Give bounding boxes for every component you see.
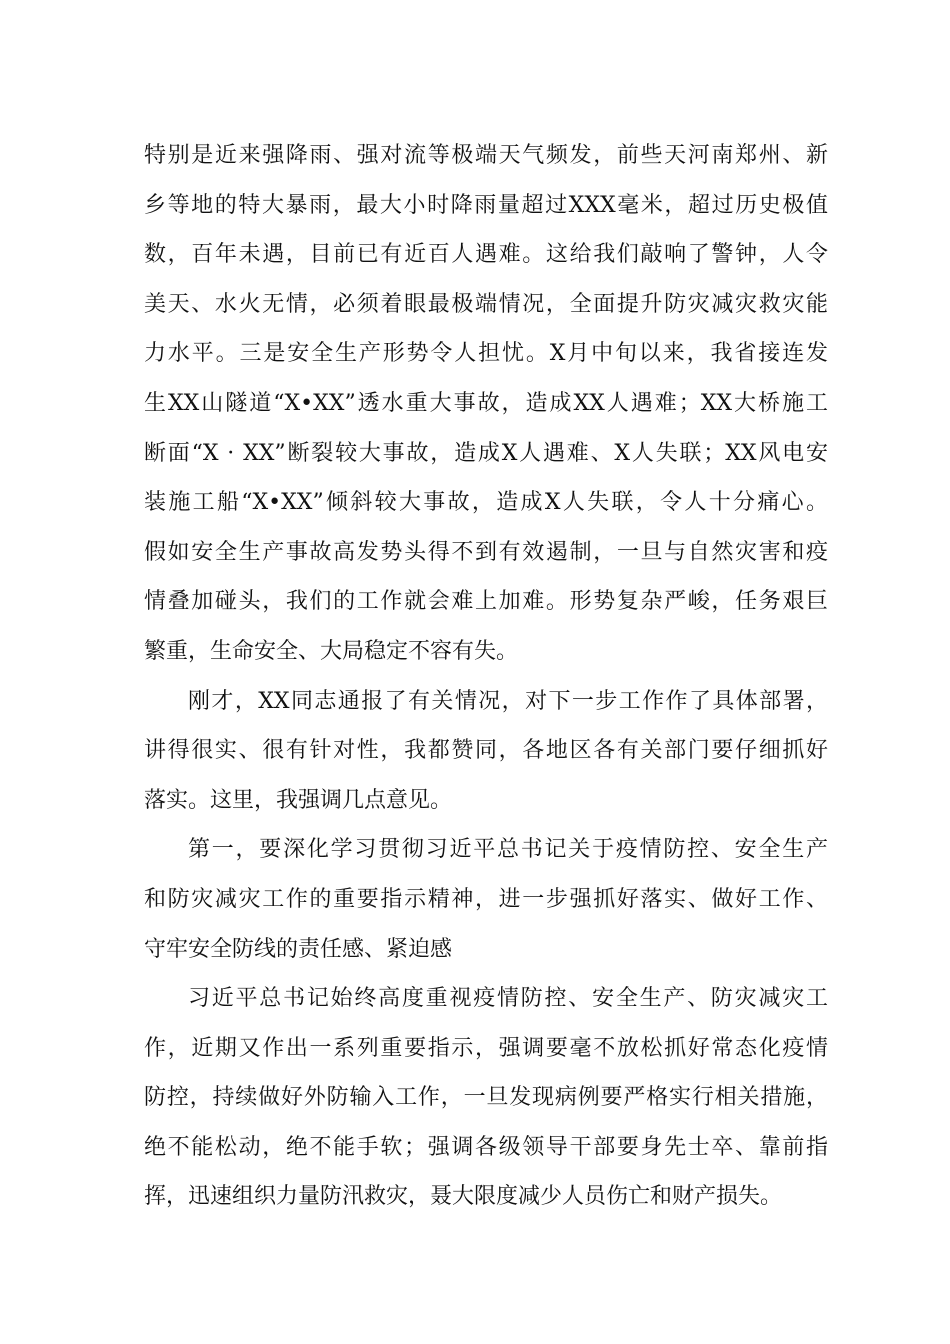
text-line: 繁重，生命安全、大局稳定不容有失。 bbox=[144, 638, 519, 664]
text-line: 讲得很实、很有针对性，我都赞同，各地区各有关部门要仔细抓好 bbox=[144, 738, 828, 764]
text-line: 防控，持续做好外防输入工作，一旦发现病例要严格实行相关措施， bbox=[144, 1085, 828, 1111]
text-line: 作，近期又作出一系列重要指示，强调要毫不放松抓好常态化疫情 bbox=[144, 1035, 828, 1061]
text-line: 绝不能松动，绝不能手软；强调各级领导干部要身先士卒、靠前指 bbox=[144, 1134, 828, 1160]
text-line: 数，百年未遇，目前已有近百人遇难。这给我们敲响了警钟，人令 bbox=[144, 242, 828, 268]
text-line: 断面“X · XX”断裂较大事故，造成X人遇难、X人失联；XX风电安 bbox=[144, 440, 828, 466]
text-line: 美天、水火无情，必须着眼最极端情况，全面提升防灾减灾救灾能 bbox=[144, 291, 828, 317]
text-line: 和防灾减灾工作的重要指示精神，进一步强抓好落实、做好工作、 bbox=[144, 886, 828, 912]
text-line: 特别是近来强降雨、强对流等极端天气频发，前些天河南郑州、新 bbox=[144, 143, 828, 168]
paragraph bbox=[144, 974, 828, 1222]
text-line: 挥，迅速组织力量防汛救灾，聂大限度减少人员伤亡和财产损失。 bbox=[144, 1184, 783, 1210]
paragraph bbox=[144, 825, 828, 974]
paragraph bbox=[144, 131, 828, 677]
text-line: 装施工船“X•XX”倾斜较大事故，造成X人失联，令人十分痛心。 bbox=[144, 490, 828, 516]
text-line: 落实。这里，我强调几点意见。 bbox=[144, 787, 453, 813]
text-line: 第一，要深化学习贯彻习近平总书记关于疫情防控、安全生产 bbox=[188, 837, 828, 863]
text-line: 生XX山隧道“X•XX”透水重大事故，造成XX人遇难；XX大桥施工 bbox=[144, 390, 828, 416]
text-line: 刚才，XX同志通报了有关情况，对下一步工作作了具体部署， bbox=[188, 688, 828, 714]
paragraph bbox=[144, 677, 828, 826]
text-line: 乡等地的特大暴雨，最大小时降雨量超过XXX毫米，超过历史极值 bbox=[144, 192, 828, 218]
text-line: 守牢安全防线的责任感、紧迫感 bbox=[144, 936, 453, 962]
text-line: 假如安全生产事故高发势头得不到有效遏制，一旦与自然灾害和疫 bbox=[144, 539, 828, 565]
document-body bbox=[144, 131, 828, 1222]
text-line: 力水平。三是安全生产形势令人担忧。X月中旬以来，我省接连发 bbox=[144, 341, 828, 367]
text-line: 情叠加碰头，我们的工作就会难上加难。形势复杂严峻，任务艰巨 bbox=[144, 589, 828, 615]
text-line: 习近平总书记始终高度重视疫情防控、安全生产、防灾减灾工 bbox=[188, 986, 828, 1012]
